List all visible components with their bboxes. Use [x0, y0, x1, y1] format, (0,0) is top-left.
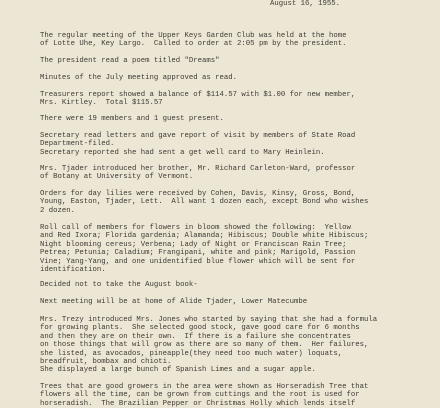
paragraph: [40, 32, 440, 49]
paragraph: [40, 91, 440, 108]
text-line: The regular meeting of the Upper Keys Garden Club was held at the home: [40, 32, 347, 40]
text-line: of Botany at University of Vermont.: [40, 173, 194, 182]
text-line: There were 19 members and 1 guest present.: [40, 115, 224, 123]
text-line: Roll call of members for flowers in bloom showed the following: Yellow: [40, 224, 351, 232]
text-line: The president read a poem titled "Dreams": [40, 57, 220, 65]
text-line: Minutes of the July meeting approved as read.: [40, 74, 238, 82]
text-line: breadfruit, bombax and chioti.: [40, 358, 172, 367]
text-line: of Lotte Uhe, Key Largo. Called to order at 2:05 pm by the president.: [40, 40, 347, 49]
text-line: Department-filed.: [40, 140, 115, 149]
text-line: Trees that are good growers in the area were shown as Horseradish Tree that: [40, 383, 369, 391]
text-line: Night blooming cereus; Verbena; Lady of Night or Franciscan Rain Tree;: [40, 240, 347, 249]
paragraph: [40, 165, 440, 182]
paragraph: [40, 224, 440, 274]
text-line: Mrs. Tjader introduced her brother, Mr. Richard Carleton-Ward, professor: [40, 165, 356, 173]
text-line: Vine; Yang-Yang, and one unidentified blue flower which will be sent for: [40, 257, 356, 266]
text-line: Petrea; Petunia; Caladium; Frangipani, white and pink; Marigold, Passion: [40, 249, 356, 258]
text-line: Secretary read letters and gave report of visit by members of State Road: [40, 132, 356, 140]
paragraph: [40, 281, 440, 289]
paragraph: [40, 115, 440, 123]
text-line: Next meeting will be at home of Alide Tjader, Lower Matecumbe: [40, 298, 308, 306]
text-line: Young, Easton, Tjader, Lett. All want 1 dozen each, except Bond who wishes: [40, 198, 369, 207]
paragraph: [40, 383, 440, 408]
text-line: Decided not to take the August book-: [40, 281, 198, 289]
paragraph: [40, 298, 440, 306]
paragraph: [40, 190, 440, 215]
text-line: Mrs. Kirtley. Total $115.57: [40, 99, 163, 108]
text-line: 2 dozen.: [40, 206, 76, 215]
paragraph: [40, 316, 440, 366]
text-line: she listed, as avocados, pineapple(they need too much water) loquats,: [40, 349, 343, 358]
text-line: on those things that will grow as there are so many of them. Her failures,: [40, 341, 369, 350]
text-line: She displayed a large bunch of Spanish Limes and a sugar apple.: [40, 366, 316, 374]
text-line: and then they are on their own. If there is a failure she concentrates: [40, 332, 351, 341]
text-line: and Red Ixora; Florida gardenia; Alamanda; Hibiscus; Double white Hibiscus;: [40, 232, 369, 241]
text-line: Secretary reported she had sent a get well card to Mary Heinlein.: [40, 148, 325, 157]
text-line: Orders for day lilies were received by Cohen, Davis, Kinsy, Gross, Bond,: [40, 190, 356, 198]
text-line: for growing plants. She selected good stock, gave good care for 6 months: [40, 324, 360, 333]
document-date: August 16, 1955.: [270, 0, 341, 8]
text-line: identification.: [40, 266, 106, 275]
text-line: Mrs. Trezy introduced Mrs. Jones who started by saying that she had a formula: [40, 316, 378, 324]
text-line: flowers all the time, can be grown from cuttings and the root is used for: [40, 391, 360, 400]
paragraph: [40, 57, 440, 65]
text-line: horseradish. The Brazilian Pepper or Christmas Holly which lends itself: [40, 399, 356, 408]
text-line: Treasurers report showed a balance of $114.57 with $1.00 for new member,: [40, 91, 356, 99]
paragraph: [40, 74, 440, 82]
paragraph: [40, 366, 440, 374]
paragraph: [40, 132, 440, 157]
